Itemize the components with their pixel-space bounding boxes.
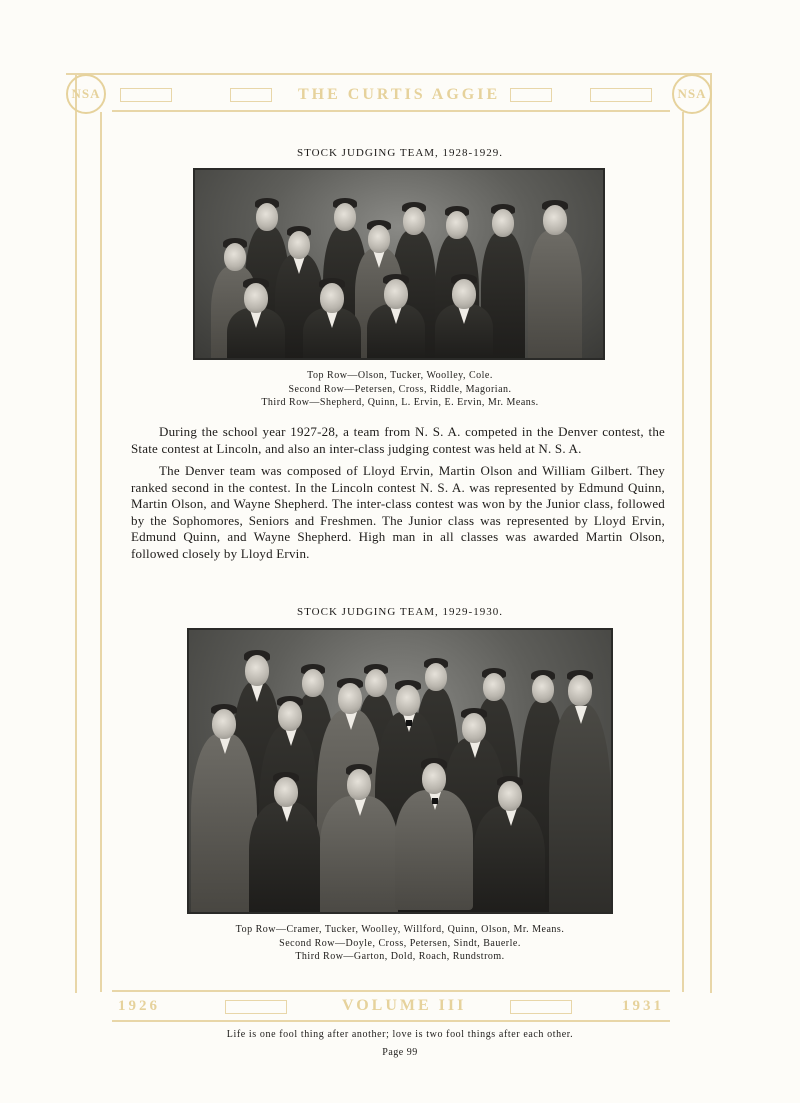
team-photo-1928 xyxy=(193,168,605,360)
frame-right-line xyxy=(710,73,712,993)
caption-line: Second Row—Doyle, Cross, Petersen, Sindt, Bauerle. xyxy=(279,937,521,949)
footer-year-left: 1926 xyxy=(118,998,160,1014)
frame-arrow-ornament xyxy=(510,1000,572,1014)
footer-quote: Life is one fool thing after another; love is two fool things after each other. xyxy=(226,1029,574,1040)
team-photo-1929 xyxy=(187,628,613,914)
page-number: Page 99 xyxy=(382,1047,418,1058)
frame-bottom-line-inner xyxy=(112,1020,670,1022)
frame-arrow-ornament xyxy=(510,88,552,102)
footer-volume: VOLUME III xyxy=(342,997,467,1014)
caption-line: Third Row—Garton, Dold, Roach, Rundstrom. xyxy=(295,951,505,962)
section1-title: STOCK JUDGING TEAM, 1928-1929. xyxy=(297,147,503,159)
monogram-left-icon: NSA xyxy=(66,74,106,114)
section2-title: STOCK JUDGING TEAM, 1929-1930. xyxy=(297,606,503,618)
paragraph: The Denver team was composed of Lloyd Ervin, Martin Olson and William Gilbert. They ranked second in the contest. In the Lincoln contest N. S. A. was represented by Edmund Quinn, Martin Olson, and Wayne Shepherd. The inter-class contest was won by the Junior class, followed by the Sophomores, Seniors and Freshmen. The Junior class was represented by Lloyd Ervin, Edmund Quinn, and Wayne Shepherd. High man in all classes was awarded Martin Olson, followed closely by Lloyd Ervin. xyxy=(131,463,665,561)
monogram-right-icon: NSA xyxy=(672,74,712,114)
frame-right-line-inner xyxy=(682,112,684,992)
section1-caption xyxy=(0,369,800,410)
frame-bottom-line xyxy=(112,990,670,992)
article-body xyxy=(131,424,665,562)
frame-arrow-ornament xyxy=(225,1000,287,1014)
frame-arrow-ornament xyxy=(120,88,172,102)
footer-year-right: 1931 xyxy=(622,998,664,1014)
caption-line: Third Row—Shepherd, Quinn, L. Ervin, E. Ervin, Mr. Means. xyxy=(261,397,539,408)
frame-arrow-ornament xyxy=(590,88,652,102)
paragraph: During the school year 1927-28, a team from N. S. A. competed in the Denver contest, the State contest at Lincoln, and also an inter-class judging contest was held at N. S. A. xyxy=(131,424,665,456)
frame-top-line xyxy=(66,73,712,75)
frame-top-line-inner xyxy=(112,110,670,112)
frame-left-line xyxy=(75,73,77,993)
header-title: THE CURTIS AGGIE xyxy=(298,86,501,103)
section2-caption xyxy=(0,923,800,964)
frame-arrow-ornament xyxy=(230,88,272,102)
caption-line: Second Row—Petersen, Cross, Riddle, Magorian. xyxy=(288,383,512,395)
frame-left-line-inner xyxy=(100,112,102,992)
caption-line: Top Row—Cramer, Tucker, Woolley, Willford, Quinn, Olson, Mr. Means. xyxy=(235,924,565,935)
caption-line: Top Row—Olson, Tucker, Woolley, Cole. xyxy=(307,370,493,381)
